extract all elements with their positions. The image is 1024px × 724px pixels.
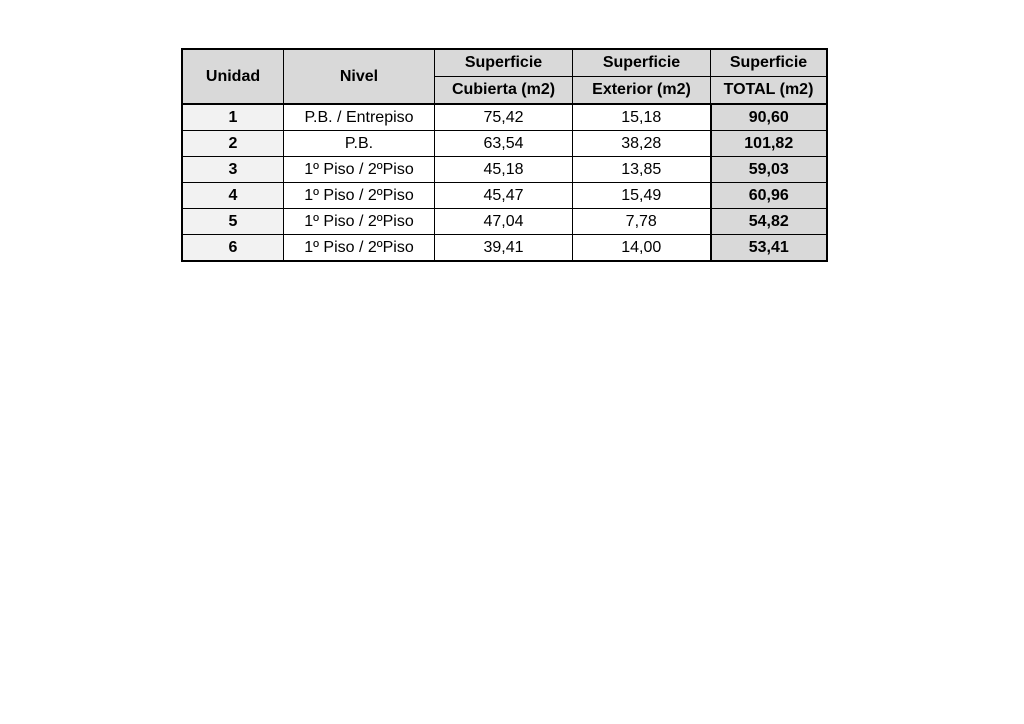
header-total-line2: TOTAL (m2) (711, 77, 828, 105)
cubierta-cell: 75,42 (435, 104, 573, 131)
exterior-cell: 7,78 (573, 209, 711, 235)
total-cell: 53,41 (711, 235, 828, 262)
unidad-cell: 1 (182, 104, 284, 131)
header-exterior-line1: Superficie (573, 49, 711, 77)
exterior-cell: 14,00 (573, 235, 711, 262)
unidad-cell: 3 (182, 157, 284, 183)
header-row-1 (182, 49, 827, 77)
header-nivel: Nivel (284, 49, 435, 104)
nivel-cell: P.B. / Entrepiso (284, 104, 435, 131)
total-cell: 101,82 (711, 131, 828, 157)
surface-table (181, 48, 828, 262)
nivel-cell: 1º Piso / 2ºPiso (284, 209, 435, 235)
exterior-cell: 38,28 (573, 131, 711, 157)
cubierta-cell: 47,04 (435, 209, 573, 235)
exterior-cell: 15,49 (573, 183, 711, 209)
exterior-cell: 13,85 (573, 157, 711, 183)
unidad-cell: 6 (182, 235, 284, 262)
header-cubierta-line2: Cubierta (m2) (435, 77, 573, 105)
unidad-cell: 5 (182, 209, 284, 235)
table-row (182, 209, 827, 235)
table-row (182, 157, 827, 183)
table-row (182, 183, 827, 209)
header-cubierta-line1: Superficie (435, 49, 573, 77)
nivel-cell: 1º Piso / 2ºPiso (284, 157, 435, 183)
nivel-cell: 1º Piso / 2ºPiso (284, 183, 435, 209)
cubierta-cell: 63,54 (435, 131, 573, 157)
nivel-cell: P.B. (284, 131, 435, 157)
cubierta-cell: 45,18 (435, 157, 573, 183)
cubierta-cell: 45,47 (435, 183, 573, 209)
unidad-cell: 4 (182, 183, 284, 209)
exterior-cell: 15,18 (573, 104, 711, 131)
header-unidad: Unidad (182, 49, 284, 104)
total-cell: 54,82 (711, 209, 828, 235)
total-cell: 90,60 (711, 104, 828, 131)
header-exterior-line2: Exterior (m2) (573, 77, 711, 105)
unidad-cell: 2 (182, 131, 284, 157)
table-row (182, 235, 827, 262)
cubierta-cell: 39,41 (435, 235, 573, 262)
total-cell: 60,96 (711, 183, 828, 209)
table-row (182, 131, 827, 157)
total-cell: 59,03 (711, 157, 828, 183)
header-total-line1: Superficie (711, 49, 828, 77)
nivel-cell: 1º Piso / 2ºPiso (284, 235, 435, 262)
table-row (182, 104, 827, 131)
